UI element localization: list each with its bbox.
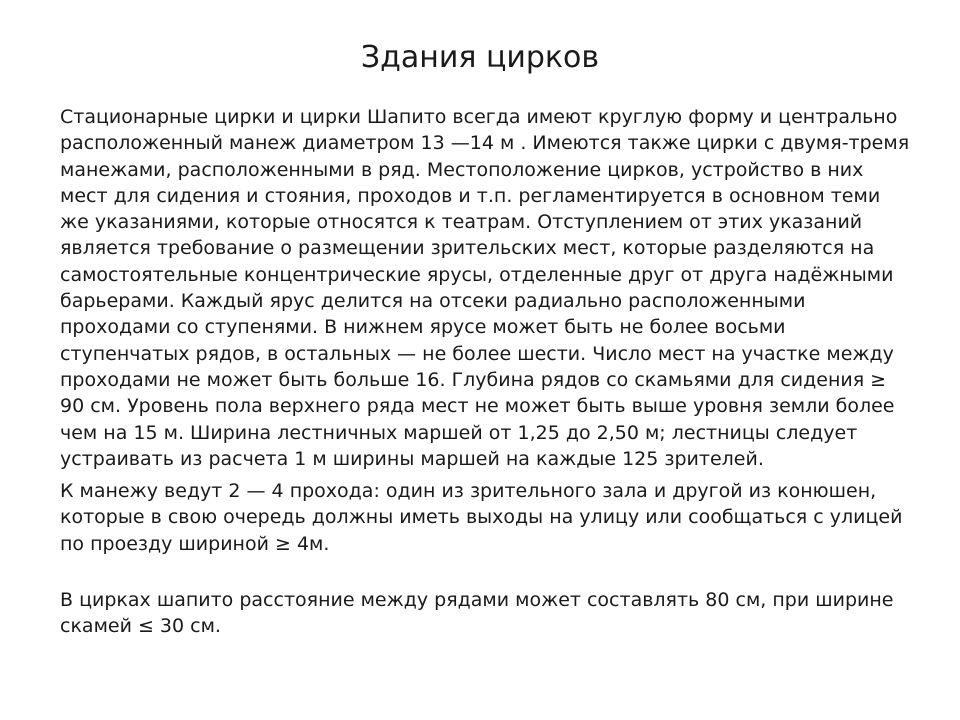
paragraph-stationary-circuses: Стационарные цирки и цирки Шапито всегда имеют круглую форму и центрально расположенный манеж диаметром 13 —14 м . Имеются также цирки с двумя-тремя манежами, расположенными в ряд. Местоположение цирков, устройство в них мест для сидения и стояния, проходов и т.п. регламентируется в основном теми же указаниями, которые относятся к театрам. Отступлением от этих указаний является требование о размещении зрительских мест, которые разделяются на самостоятельные концентрические ярусы, отделенные друг от друга надёжными барьерами. Каждый ярус делится на отсеки радиально расположенными проходами со ступенями. В нижнем ярусе может быть не более восьми ступенчатых рядов, в остальных — не более шести. Число мест на участке между проходами не может быть больше 16. Глубина рядов со скамьями для сидения ≥ 90 см. Уровень пола верхнего ряда мест не может быть выше уровня земли более чем на 15 м. Ширина лестничных маршей от 1,25 до 2,50 м; лестницы следует устраивать из расчета 1 м ширины маршей на каждые 125 зрителей. xyxy=(60,106,910,470)
slide-title: Здания цирков xyxy=(360,40,600,75)
slide-body xyxy=(60,104,910,640)
paragraph-shapito-rows: В цирках шапито расстояние между рядами может составлять 80 см, при ширине скамей ≤ 30 см. xyxy=(60,589,894,638)
paragraph-arena-passages: К манежу ведут 2 — 4 прохода: один из зрительного зала и другой из конюшен, которые в свою очередь должны иметь выходы на улицу или сообщаться с улицей по проезду шириной ≥ 4м. xyxy=(60,480,903,555)
